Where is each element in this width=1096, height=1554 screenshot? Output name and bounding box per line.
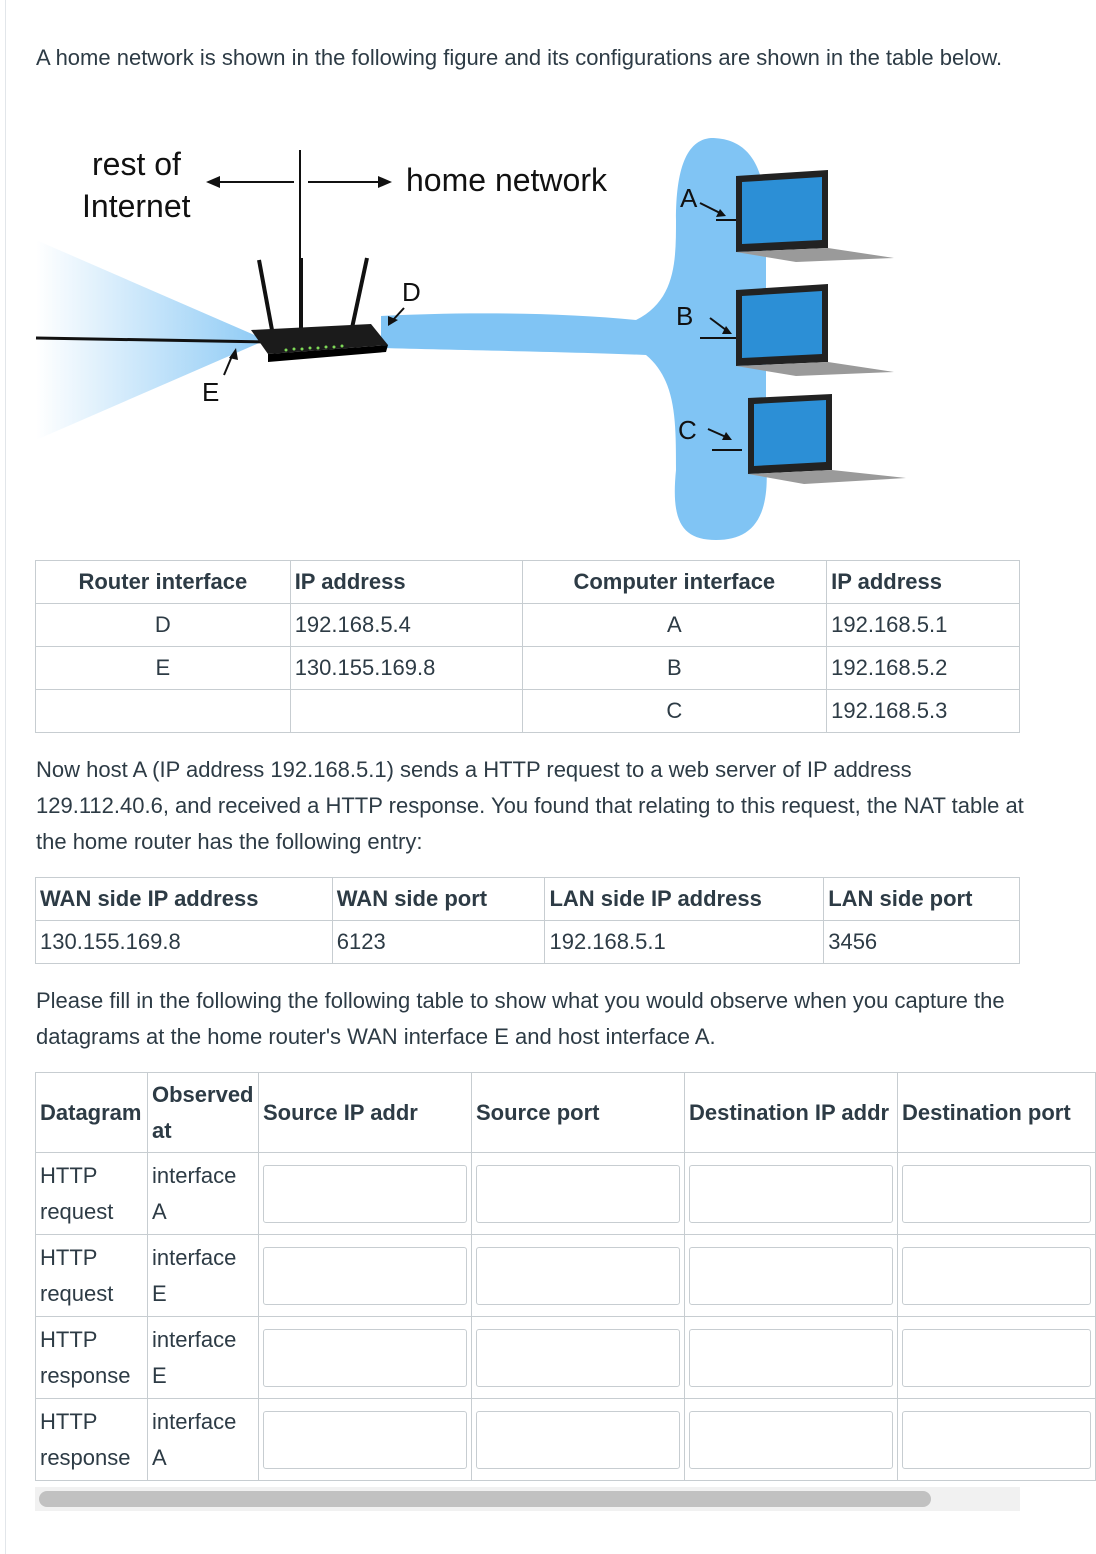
- table-cell: 192.168.5.4: [290, 604, 522, 647]
- header-router-ip: IP address: [290, 561, 522, 604]
- datagram-cell: HTTP request: [36, 1153, 148, 1235]
- answer-input[interactable]: [476, 1329, 680, 1387]
- header-computer-ip: IP address: [827, 561, 1020, 604]
- table-row: [36, 1317, 1096, 1399]
- intro-paragraph: A home network is shown in the following figure and its configurations are shown in the table below.: [36, 45, 1003, 70]
- interface-c-label: C: [678, 415, 697, 445]
- table-cell: A: [522, 604, 827, 647]
- answer-input[interactable]: [263, 1247, 467, 1305]
- table-cell: B: [522, 647, 827, 690]
- table-cell: [290, 690, 522, 733]
- header-dest-ip: Destination IP addr: [685, 1073, 898, 1153]
- table-cell: 130.155.169.8: [290, 647, 522, 690]
- answer-table: [35, 1072, 1096, 1481]
- source-port-cell: [472, 1235, 685, 1317]
- observed-cell: interface A: [148, 1399, 259, 1481]
- nat-table: [35, 877, 1020, 964]
- config-header-row: [36, 561, 1020, 604]
- dest-ip-cell: [685, 1153, 898, 1235]
- home-network-label: home network: [406, 162, 607, 198]
- answer-input[interactable]: [263, 1165, 467, 1223]
- dest-ip-cell: [685, 1235, 898, 1317]
- laptop-a-icon: [736, 170, 894, 262]
- answer-header-row: [36, 1073, 1096, 1153]
- table-cell: E: [36, 647, 291, 690]
- router-icon: [251, 258, 388, 362]
- table-row: [36, 1235, 1096, 1317]
- header-source-port: Source port: [472, 1073, 685, 1153]
- arrow-e: [224, 356, 232, 375]
- header-observed-at: Observed at: [148, 1073, 259, 1153]
- answer-input[interactable]: [476, 1165, 680, 1223]
- source-port-cell: [472, 1153, 685, 1235]
- table-cell: [36, 690, 291, 733]
- header-lan-ip: LAN side IP address: [545, 878, 824, 921]
- source-ip-cell: [259, 1153, 472, 1235]
- scrollbar-thumb[interactable]: [39, 1491, 931, 1507]
- answer-input[interactable]: [902, 1247, 1091, 1305]
- answer-table-scroll-container[interactable]: [35, 1072, 1071, 1482]
- header-datagram: Datagram: [36, 1073, 148, 1153]
- header-dest-port: Destination port: [898, 1073, 1096, 1153]
- rest-of-internet-line1: rest of: [92, 146, 181, 182]
- interface-d-label: D: [402, 277, 421, 307]
- answer-input[interactable]: [689, 1411, 893, 1469]
- interface-a-label: A: [680, 183, 698, 213]
- observed-cell: interface E: [148, 1317, 259, 1399]
- answer-input[interactable]: [902, 1411, 1091, 1469]
- dest-port-cell: [898, 1399, 1096, 1481]
- answer-input[interactable]: [902, 1165, 1091, 1223]
- table-row: [36, 1153, 1096, 1235]
- dest-port-cell: [898, 1235, 1096, 1317]
- home-network-figure: [36, 140, 936, 560]
- laptop-b-icon: [736, 284, 894, 376]
- answer-input[interactable]: [263, 1411, 467, 1469]
- table-row: [36, 690, 1020, 733]
- table-row: [36, 604, 1020, 647]
- config-table: [35, 560, 1020, 733]
- table-cell: 192.168.5.1: [545, 921, 824, 964]
- header-wan-port: WAN side port: [332, 878, 545, 921]
- table-cell: C: [522, 690, 827, 733]
- dest-port-cell: [898, 1317, 1096, 1399]
- table-cell: 192.168.5.1: [827, 604, 1020, 647]
- observed-cell: interface A: [148, 1153, 259, 1235]
- dest-ip-cell: [685, 1399, 898, 1481]
- header-router-interface: Router interface: [36, 561, 291, 604]
- table-cell: 192.168.5.2: [827, 647, 1020, 690]
- source-ip-cell: [259, 1399, 472, 1481]
- answer-input[interactable]: [902, 1329, 1091, 1387]
- interface-e-label: E: [202, 377, 220, 407]
- source-ip-cell: [259, 1317, 472, 1399]
- table-cell: 130.155.169.8: [36, 921, 333, 964]
- answer-input[interactable]: [689, 1329, 893, 1387]
- interface-b-label: B: [676, 301, 694, 331]
- source-ip-cell: [259, 1235, 472, 1317]
- dest-ip-cell: [685, 1317, 898, 1399]
- header-computer-interface: Computer interface: [522, 561, 827, 604]
- answer-input[interactable]: [476, 1411, 680, 1469]
- table-row: [36, 921, 1020, 964]
- answer-input[interactable]: [689, 1165, 893, 1223]
- answer-input[interactable]: [263, 1329, 467, 1387]
- answer-input[interactable]: [476, 1247, 680, 1305]
- nat-header-row: [36, 878, 1020, 921]
- source-port-cell: [472, 1317, 685, 1399]
- header-lan-port: LAN side port: [824, 878, 1020, 921]
- header-source-ip: Source IP addr: [259, 1073, 472, 1153]
- table-cell: 192.168.5.3: [827, 690, 1020, 733]
- table-cell: 6123: [332, 921, 545, 964]
- rest-of-internet-line2: Internet: [82, 188, 191, 224]
- table-row: [36, 647, 1020, 690]
- observed-cell: interface E: [148, 1235, 259, 1317]
- dest-port-cell: [898, 1153, 1096, 1235]
- source-port-cell: [472, 1399, 685, 1481]
- laptop-c-icon: [748, 394, 906, 484]
- answer-input[interactable]: [689, 1247, 893, 1305]
- datagram-cell: HTTP response: [36, 1399, 148, 1481]
- fill-intro-paragraph: Please fill in the following the following table to show what you would observe when you capture the datagrams at the home router's WAN interface E and host interface A.: [36, 988, 1005, 1049]
- horizontal-scrollbar[interactable]: [35, 1487, 1020, 1511]
- left-border: [5, 0, 6, 1554]
- table-cell: 3456: [824, 921, 1020, 964]
- arrow-left-head: [206, 176, 220, 188]
- table-cell: D: [36, 604, 291, 647]
- table-row: [36, 1399, 1096, 1481]
- datagram-cell: HTTP request: [36, 1235, 148, 1317]
- nat-intro-paragraph: Now host A (IP address 192.168.5.1) sends a HTTP request to a web server of IP address 129.112.40.6, and received a HTTP response. You found that relating to this request, the NAT table at the home router has the following entry:: [36, 757, 1024, 854]
- header-wan-ip: WAN side IP address: [36, 878, 333, 921]
- arrow-right-head: [378, 176, 392, 188]
- datagram-cell: HTTP response: [36, 1317, 148, 1399]
